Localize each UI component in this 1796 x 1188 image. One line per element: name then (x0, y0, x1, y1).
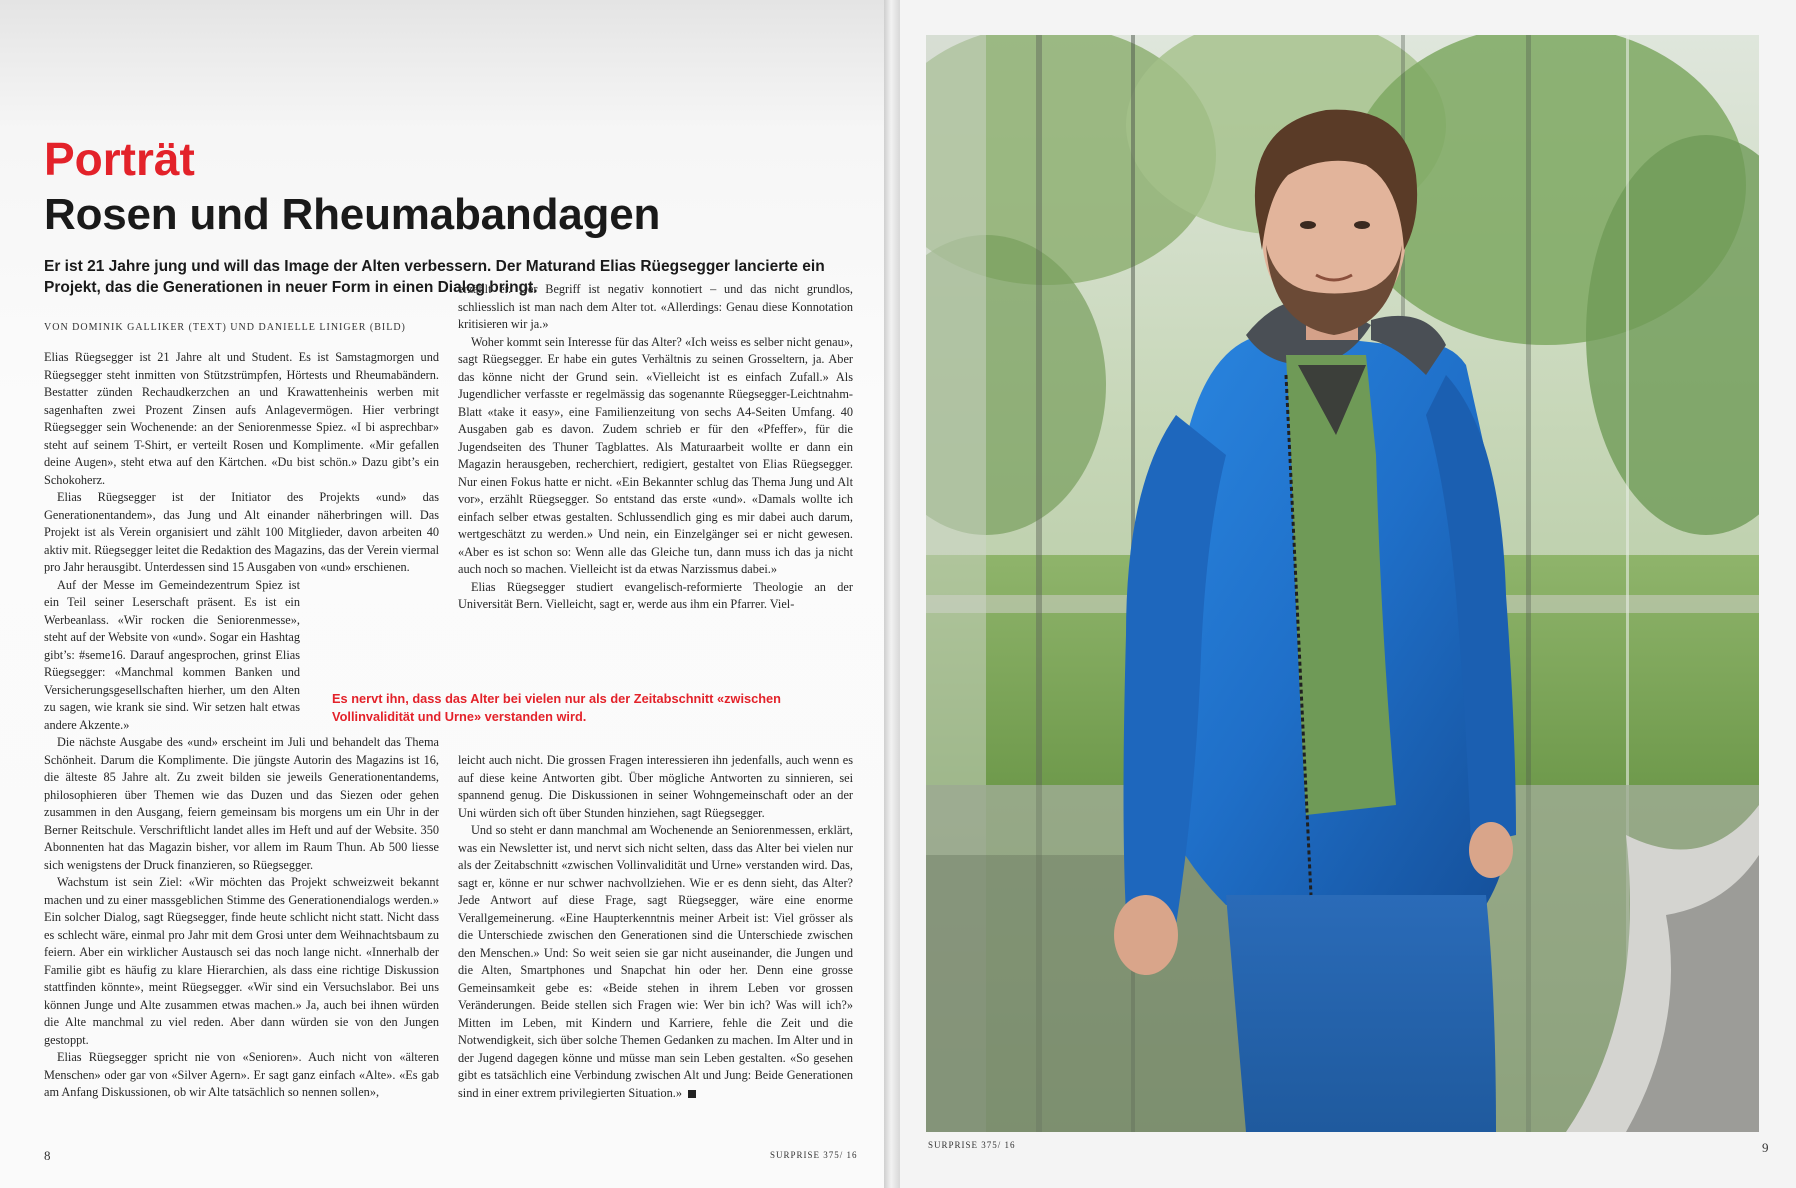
end-mark-icon (688, 1090, 696, 1098)
paragraph (458, 822, 853, 1102)
paragraph: leicht auch nicht. Die grossen Fragen interessieren ihn jedenfalls, auch wenn es auf diese keine Antworten gibt. Über mögliche Antworten zu sinnieren, sei spannend genug. Die Diskussionen in seiner Wohngemeinschaft oder an der Uni würden sich oft über Stunden hinziehen, sagt Rüegsegger. (458, 753, 853, 820)
paragraph: erzählt er. Der Begriff ist negativ konnotiert – und das nicht grundlos, schliesslich ist man nach dem Alter tot. «Allerdings: Genau diese Konnotation kritisieren wir ja.» (458, 282, 853, 331)
paragraph-text: Und so steht er dann manchmal am Wochenende an Seniorenmessen, erklärt, was ein Newsletter ist, und nervt sich nicht selten, dass das Alter bei vielen nur als der Zeitabschnitt «zwischen Vollinvalidität und Urne» verstanden wird. Das, sagt er, könne er nur schwer nachvollziehen. Wie er es denn sieht, das Alter? Jede Antwort auf diese Frage, sagt Rüegsegger, wäre eine enorme Verallgemeinerung. «Eine Haupterkenntnis meiner Arbeit ist: Viel grösser als die Unterschiede zwischen den Generationen sind die Unterschiede zwischen den Menschen.» Und: So weit seien sie gar nicht auseinander, die Jungen und die Alten, Smartphones und Snapchat hin oder her. Denn eine grosse Gemeinsamkeit gebe es: «Beide stehen in ihrem Leben vor grossen Veränderungen. Beide stellen sich Fragen wie: Wer bin ich? Was will ich?» Mitten im Leben, mit Kindern und Karriere, fehle die Zeit und die Notwendigkeit, sich über solche Themen Gedanken zu machen. Im Alter und in der Jugend dagegen könne und müsse man sein Leben gestalten. «So gesehen gibt es tatsächlich eine Verbindung zwischen Alt und Jung: Beide Generationen sind in einer extrem privilegierten Situation.» (458, 823, 853, 1100)
paragraph: Auf der Messe im Gemeindezentrum Spiez ist ein Teil seiner Leserschaft präsent. Es ist ein Werbeanlass. «Wir rocken die Seniorenmesse», steht auf der Website von «und». Sogar ein Hashtag gibt’s: #seme16. Darauf angesprochen, grinst Elias Rüegsegger: «Manchmal kommen Banken und Versicherungsgesellschaften hierher, um den Alten zu sagen, wie krank sie sind. Wir setzen halt etwas andere Akzente.» (44, 577, 300, 732)
page-number-right: 9 (1762, 1140, 1769, 1155)
paragraph: Elias Rüegsegger studiert evangelisch-reformierte Theologie an der Universität Bern. Vielleicht, sagt er, werde aus ihm ein Pfarrer. Viel- (458, 579, 853, 611)
paragraph: Die nächste Ausgabe des «und» erscheint im Juli und behandelt das Thema Schönheit. Darum die Komplimente. Die jüngste Autorin des Magazins ist 16, die älteste 85 Jahre alt. Zu zweit bilden sie jeweils Generationentandems, philosophieren über Themen wie das Duzen und das Siezen oder gehen zusammen in den Ausgang, feiern gemeinsam bis morgens um ein Uhr in der Berner Reitschule. Verschriftlicht landet alles im Heft und auf der Website. 350 Abonnenten hat das Magazin bisher, vor allem im Raum Thun. Ab 500 liesse sich wenigstens der Druck finanzieren, so Rüegsegger. (44, 735, 439, 872)
magazine-issue-left: SURPRISE 375/ 16 (770, 1150, 858, 1160)
paragraph: Elias Rüegsegger spricht nie von «Senioren». Auch nicht von «älteren Menschen» oder gar von «Silver Agern». Er sagt ganz einfach «Alte». «Es gab am Anfang Diskussionen, ob wir Alte tatsächlich so nennen sollen», (44, 1050, 439, 1099)
body-column-1 (44, 349, 439, 1102)
section-kicker: Porträt (44, 133, 195, 185)
article-lead: Er ist 21 Jahre jung und will das Image der Alten verbessern. Der Maturand Elias Rüegsegger lancierte ein Projekt, das die Generationen in neuer Form in einen Dialog bringt. (44, 258, 825, 296)
body-column-2 (458, 281, 853, 614)
paragraph: Elias Rüegsegger ist der Initiator des Projekts «und» das Generationentandem», das Jung und Alt einander näherbringen will. Das Projekt ist als Verein organisiert und zählt 100 Mitglieder, davon arbeiten 40 aktiv mit. Rüegsegger leitet die Redaktion des Magazins, das der Verein viermal pro Jahr herausgibt. Unterdessen sind 15 Ausgaben von «und» erschienen. (44, 490, 439, 574)
paragraph: Woher kommt sein Interesse für das Alter? «Ich weiss es selber nicht genau», sagt Rüegsegger. Er habe ein gutes Verhältnis zu seinen Grosseltern, ja. Aber das könne nicht der Grund sein. «Vielleicht ist es einfach Zufall.» Als Jugendlicher verfasste er regelmässig das sogenannte Rüegsegger-Leichtnahm-Blatt «take it easy», eine Familienzeitung von sechs A4-Seiten Umfang. 40 Ausgaben gab es davon. Zudem schrieb er für den «Pfeffer», für die Jugendseiten des Thuner Tagblattes. Als Maturaarbeit wollte er dann ein Magazin herausgeben, recherchiert, redigiert, gestaltet von Elias Rüegsegger. Nur einen Fokus hatte er nicht. «Ein Bekannter schlug das Thema Jung und Alt vor», erzählt Rüegsegger. So entstand das erste «und». «Damals wollte ich einfach selber etwas gestalten. Schlussendlich ging es mir dabei auch darum, wertgeschätzt zu werden.» Und nein, ein Einzelgänger sei er nicht gewesen. «Aber es ist schon so: Wenn alle das Gleiche tun, dann muss ich das ja nicht auch noch so machen. Vielleicht ist da etwas Narzissmus dabei.» (458, 334, 853, 576)
left-page (0, 0, 884, 1188)
magazine-issue-right: SURPRISE 375/ 16 (928, 1140, 1016, 1150)
pull-quote: Es nervt ihn, dass das Alter bei vielen nur als der Zeitabschnitt «zwischen Vollinvalidität und Urne» verstanden wird. (332, 691, 781, 724)
right-page (900, 0, 1796, 1188)
paragraph: Elias Rüegsegger ist 21 Jahre alt und Student. Es ist Samstagmorgen und Rüegsegger steht inmitten von Stützstrümpfen, Hörtests und Rheumabändern. Bestatter zünden Rechaudkerzchen an und Krawattenheinis werben mit sagenhaften zwei Prozent Zinsen aufs Anlagevermögen. Hier verbringt Rüegsegger sein Wochenende: an der Seniorenmesse Spiez. «I bi asprechbar» steht auf seinem T-Shirt, er verteilt Rosen und Komplimente. «Mir gefallen deine Augen», steht etwa auf den Kärtchen. «Du bist schön.» Dazu gibt’s ein Schokoherz. (44, 350, 439, 487)
paragraph: Wachstum ist sein Ziel: «Wir möchten das Projekt schweizweit bekannt machen und zu einer massgeblichen Stimme des Generationendialogs werden.» Ein solcher Dialog, sagt Rüegsegger, finde heute schlicht nicht statt. Nicht dass es schlecht wäre, einmal pro Jahr mit dem Grosi unter dem Weihnachtsbaum zu feiern. Aber ein wirklicher Austausch sei das noch lange nicht. «Innerhalb der Familie gibt es häufig zu klare Hierarchien, als dass eine richtige Diskussion stattfinden könnte», meint Rüegsegger. «Wir sind ein Versuchslabor. Bei uns können Junge und Alte zusammen etwas machen.» Ja, auch bei ihnen würden die Alte manchmal zu viel reden. Aber dann würden sie von den Jungen gestoppt. (44, 875, 439, 1047)
byline: VON DOMINIK GALLIKER (TEXT) UND DANIELLE LINIGER (BILD) (44, 322, 406, 333)
page-number-left: 8 (44, 1148, 51, 1163)
spine-gutter (884, 0, 900, 1188)
article-headline: Rosen und Rheumabandagen (44, 190, 661, 239)
portrait-photo (926, 35, 1759, 1132)
body-column-3 (458, 752, 853, 1102)
